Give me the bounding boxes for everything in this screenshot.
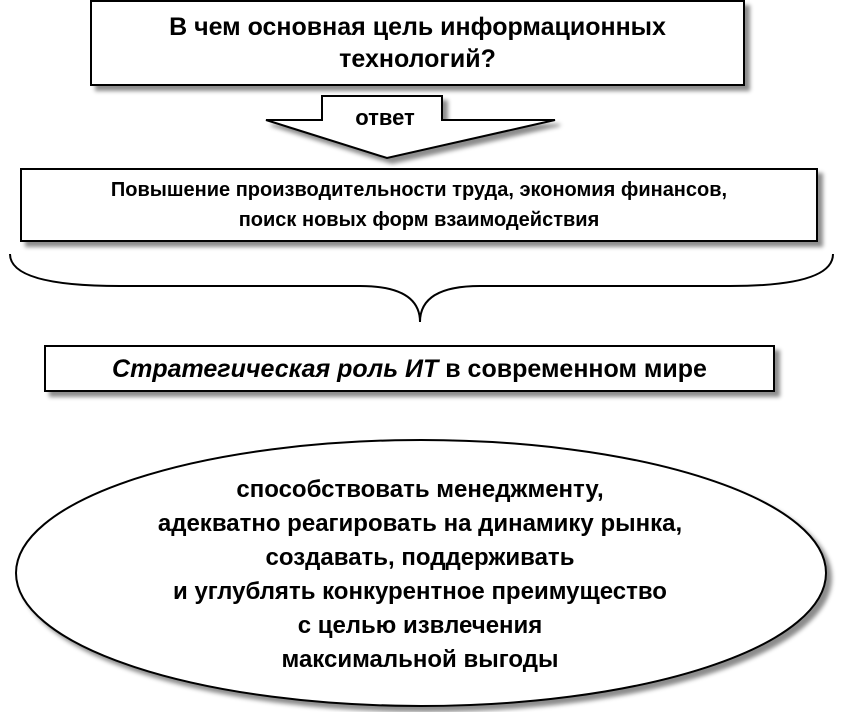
role-italic-text: Стратегическая роль ИТ	[112, 354, 439, 383]
question-line-2: технологий?	[339, 45, 496, 73]
question-line-1: В чем основная цель информационных	[169, 13, 666, 41]
answer-line-2: поиск новых форм взаимодействия	[238, 209, 600, 231]
curly-brace-icon	[10, 254, 833, 322]
question-box	[90, 0, 745, 86]
answer-box	[20, 168, 818, 242]
ellipse-line: с целью извлечения	[297, 612, 543, 639]
ellipse-line: максимальной выгоды	[281, 646, 559, 673]
answer-line-1: Повышение производительности труда, экономия финансов,	[110, 179, 728, 201]
arrow-label: ответ	[355, 105, 415, 130]
ellipse-text	[60, 450, 780, 700]
ellipse-line: способствовать менеджменту,	[236, 476, 604, 503]
role-rest-text: в современном мире	[445, 354, 707, 383]
ellipse-line: создавать, поддерживать	[265, 544, 575, 571]
ellipse-line: и углублять конкурентное преимущество	[173, 578, 667, 605]
role-box	[44, 345, 775, 392]
ellipse-line: адекватно реагировать на динамику рынка,	[157, 510, 683, 537]
